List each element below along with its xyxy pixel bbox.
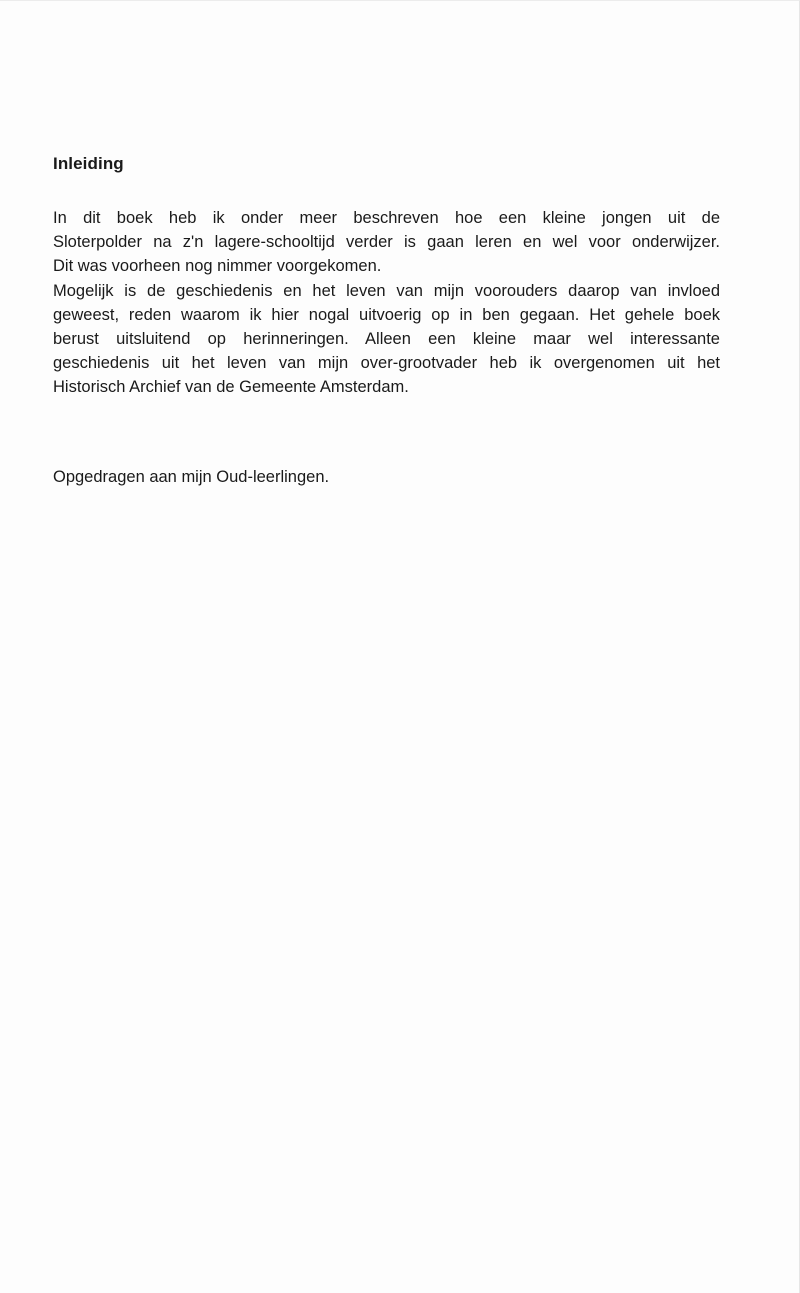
page-title: Inleiding [53,154,124,173]
paragraph-line: Dit was voorheen nog nimmer voorgekomen. [53,257,382,276]
paragraph-line: Mogelijk is de geschiedenis en het leven van mijn voorouders daarop van invloed [53,281,720,300]
paragraph-line: geschiedenis uit het leven van mijn over-grootvader heb ik overgenomen uit het [53,354,720,373]
paragraph-line: berust uitsluitend op herinneringen. Alleen een kleine maar wel interessante [53,330,720,349]
introduction-paragraph [53,206,720,400]
paragraph-line: Historisch Archief van de Gemeente Amsterdam. [53,378,409,397]
paragraph-line: geweest, reden waarom ik hier nogal uitvoerig op in ben gegaan. Het gehele boek [53,305,720,324]
paragraph-line: In dit boek heb ik onder meer beschreven hoe een kleine jongen uit de [53,209,720,227]
paragraph-line: Sloterpolder na z'n lagere-schooltijd verder is gaan leren en wel voor onderwijzer. [53,233,720,252]
dedication-text: Opgedragen aan mijn Oud-leerlingen. [53,468,330,486]
